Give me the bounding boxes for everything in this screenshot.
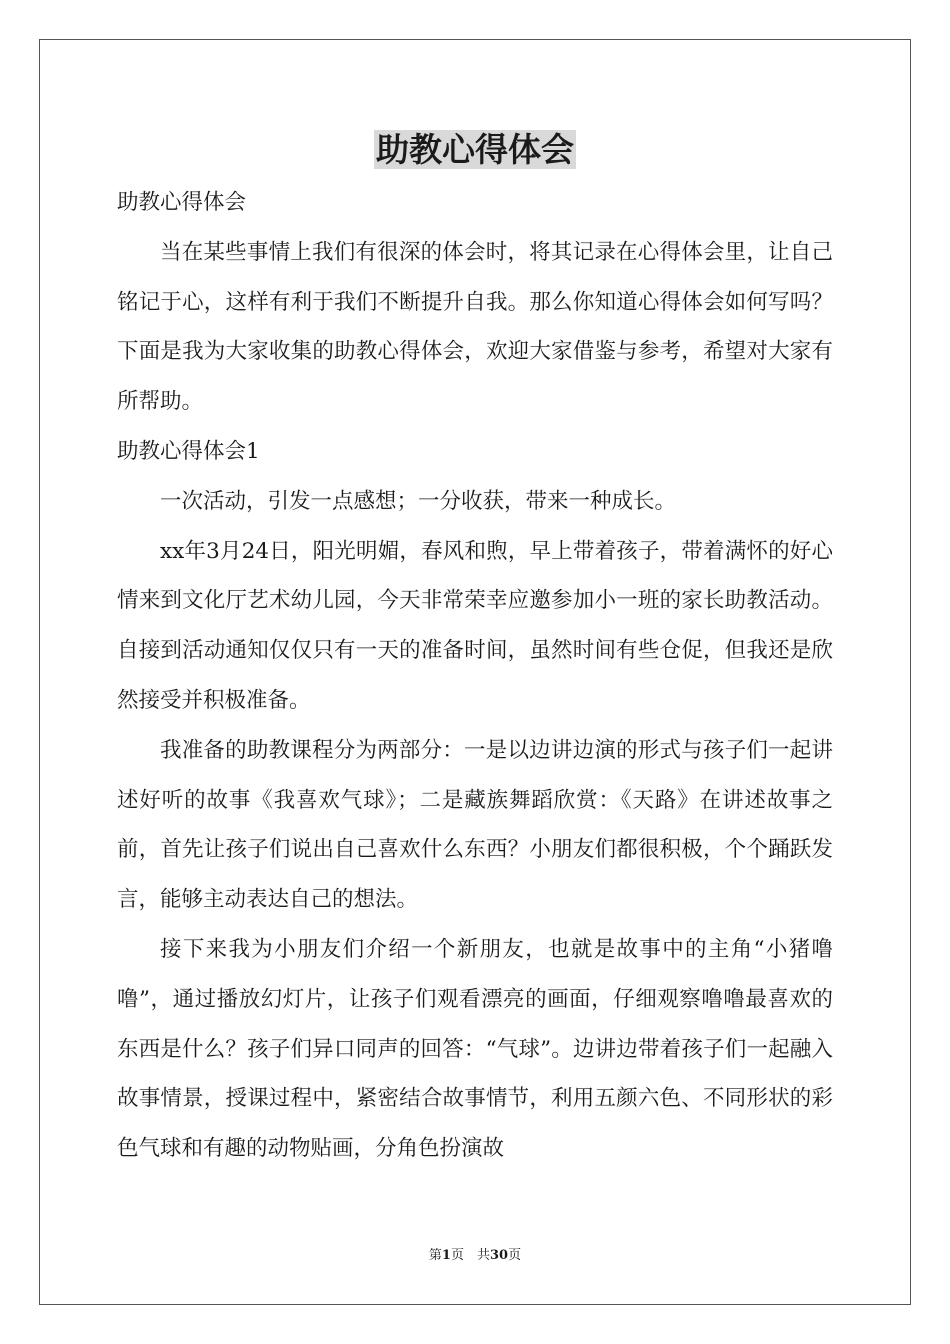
footer-prefix: 第 (428, 1248, 442, 1263)
document-body (117, 178, 833, 1174)
title-text: 助教心得体会 (376, 130, 574, 169)
paragraph: 一次活动，引发一点感想；一分收获，带来一种成长。 (160, 488, 677, 514)
document-title (0, 128, 950, 172)
paragraph: xx年3月24日，阳光明媚，春风和煦，早上带着孩子，带着满怀的好心情来到文化厅艺术幼儿园，今天非常荣幸应邀参加小一班的家长助教活动。自接到活动通知仅仅只有一天的准备时间，虽然时间有些仓促，但我还是欣然接受并积极准备。 (117, 538, 833, 713)
paragraph: 助教心得体会1 (117, 438, 260, 464)
paragraph: 当在某些事情上我们有很深的体会时，将其记录在心得体会里，让自己铭记于心，这样有利于我们不断提升自我。那么你知道心得体会如何写吗？下面是我为大家收集的助教心得体会，欢迎大家借鉴与参考，希望对大家有所帮助。 (117, 239, 833, 415)
footer-page-number: 1 (441, 1248, 451, 1263)
paragraph: 接下来我为小朋友们介绍一个新朋友，也就是故事中的主角“小猪噜噜”，通过播放幻灯片，让孩子们观看漂亮的画面，仔细观察噜噜最喜欢的东西是什么？孩子们异口同声的回答：“气球”。边讲边带着孩子们一起融入故事情景，授课过程中，紧密结合故事情节，利用五颜六色、不同形状的彩色气球和有趣的动物贴画，分角色扮演故 (117, 936, 833, 1162)
page-footer (0, 1247, 950, 1265)
footer-suffix: 页 (508, 1248, 522, 1263)
paragraph: 助教心得体会 (117, 190, 247, 215)
footer-total-pages: 30 (489, 1248, 509, 1263)
footer-middle: 页 共 (450, 1248, 490, 1263)
paragraph: 我准备的助教课程分为两部分：一是以边讲边演的形式与孩子们一起讲述好听的故事《我喜欢气球》；二是藏族舞蹈欣赏：《天路》在讲述故事之前，首先让孩子们说出自己喜欢什么东西？小朋友们都很积极，个个踊跃发言，能够主动表达自己的想法。 (117, 737, 833, 913)
